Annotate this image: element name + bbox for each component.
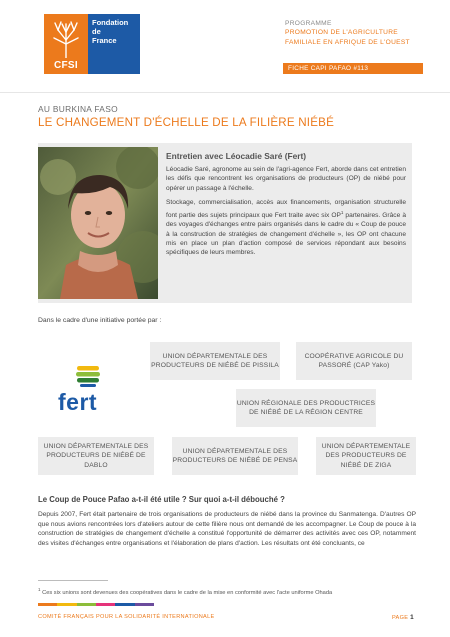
tree-icon <box>50 18 82 58</box>
footnote-reference[interactable]: 1 <box>340 209 344 215</box>
interview-title: Entretien avec Léocadie Saré (Fert) <box>166 151 307 161</box>
interview-text <box>166 165 406 263</box>
page-title: LE CHANGEMENT D'ÉCHELLE DE LA FILIÈRE NIÉBÉ <box>38 116 335 129</box>
interview-paragraph-1: Léocadie Saré, agronome au sein de l'agri-agence Fert, aborde dans cet entretien les défis que rencontrent les organisations de producteurs (OP) de niébé pour opérer un passage à l'échelle. <box>166 166 406 192</box>
interview-paragraph-2-part-1: Stockage, commercialisation, accès aux financements, organisation structurelle font partie des sujets principaux que Fert traite avec six OP <box>166 199 406 219</box>
color-bar-segment <box>135 603 154 606</box>
section-body: Depuis 2007, Fert était partenaire de trois organisations de producteurs de niébé dans la province du Sanmatenga. D'autres OP que nous avions rencontrées lors d'ateliers autour de cette filière nous ont demandé de les accompagner. Le Coup de pouce à la construction de stratégies de changement d'échelle a constitué l'opportunité de démarrer des activités avec ces OP, notamment des visites d'échanges entre organisations et l'élaboration de plans d'action. Les résultats ont été concluants, ce <box>38 511 416 547</box>
color-bar-segment <box>57 603 76 606</box>
section-question: Le Coup de Pouce Pafao a-t-il été utile ? Sur quoi a-t-il débouché ? <box>38 495 285 504</box>
footnote-divider <box>38 580 108 581</box>
interview-paragraph-2-part-2: partenaires. Grâce à des voyages d'échanges entre pairs organisés dans le cadre du « Coup de pouce à la construction de stratégies de changement d'échelle », les OP ont chacune mis en place un plan d'action composé de services répondant aux besoins spécifiques de leurs membres. <box>166 211 406 257</box>
footnote-mark: 1 <box>38 587 41 592</box>
interview-paragraph-2 <box>166 198 406 258</box>
footer-page <box>392 614 414 621</box>
page-label: PAGE <box>391 615 409 621</box>
program-block <box>285 20 425 47</box>
fiche-badge: FICHE CAPI PAFAO #113 <box>283 63 423 74</box>
footnote-text: Ces six unions sont devenues des coopératives dans le cadre de la mise en conformité avec l'acte uniforme Ohada <box>40 589 333 596</box>
fdf-line-2: de <box>92 27 101 36</box>
portrait-image <box>38 147 158 299</box>
interview-box <box>38 143 412 303</box>
region-label: AU BURKINA FASO <box>38 104 118 114</box>
fdf-line-1: Fondation <box>92 18 129 27</box>
initiative-intro: Dans le cadre d'une initiative portée par : <box>38 317 162 324</box>
org-box-dablo: UNION DÉPARTEMENTALE DES PRODUCTEURS DE NIÉBÉ DE DABLO <box>38 437 154 475</box>
org-box-ziga: UNION DÉPARTEMENTALE DES PRODUCTEURS DE NIÉBÉ DE ZIGA <box>316 437 416 475</box>
cfsi-logo-text: CFSI <box>54 60 78 71</box>
program-title-line-1: PROMOTION DE L'AGRICULTURE <box>285 29 398 36</box>
footer-organization: COMITÉ FRANÇAIS POUR LA SOLIDARITÉ INTERNATIONALE <box>38 614 215 620</box>
header-logos <box>44 14 140 74</box>
org-box-pensa: UNION DÉPARTEMENTALE DES PRODUCTEURS DE NIÉBÉ DE PENSA <box>172 437 298 475</box>
header-divider <box>0 92 450 93</box>
footnote <box>38 587 332 596</box>
color-bar-segment <box>38 603 57 606</box>
portrait-photo <box>38 147 158 299</box>
cfsi-logo <box>44 14 88 74</box>
color-bar-segment <box>96 603 115 606</box>
org-box-pissila: UNION DÉPARTEMENTALE DES PRODUCTEURS DE NIÉBÉ DE PISSILA <box>150 342 280 380</box>
color-bar-segment <box>77 603 96 606</box>
fondation-de-france-logo <box>88 14 140 74</box>
program-title-line-2: FAMILIALE EN AFRIQUE DE L'OUEST <box>285 39 410 46</box>
fert-logo-text: fert <box>58 389 98 415</box>
page-number: 1 <box>410 614 414 621</box>
org-box-region-centre: UNION RÉGIONALE DES PRODUCTRICES DE NIÉBÉ DE LA RÉGION CENTRE <box>236 389 376 427</box>
fdf-line-3: France <box>92 36 117 45</box>
color-bar-segment <box>115 603 134 606</box>
color-bar <box>38 603 154 606</box>
program-label: PROGRAMME <box>285 20 332 27</box>
org-box-cap-yako: COOPÉRATIVE AGRICOLE DU PASSORÉ (CAP Yako) <box>296 342 412 380</box>
